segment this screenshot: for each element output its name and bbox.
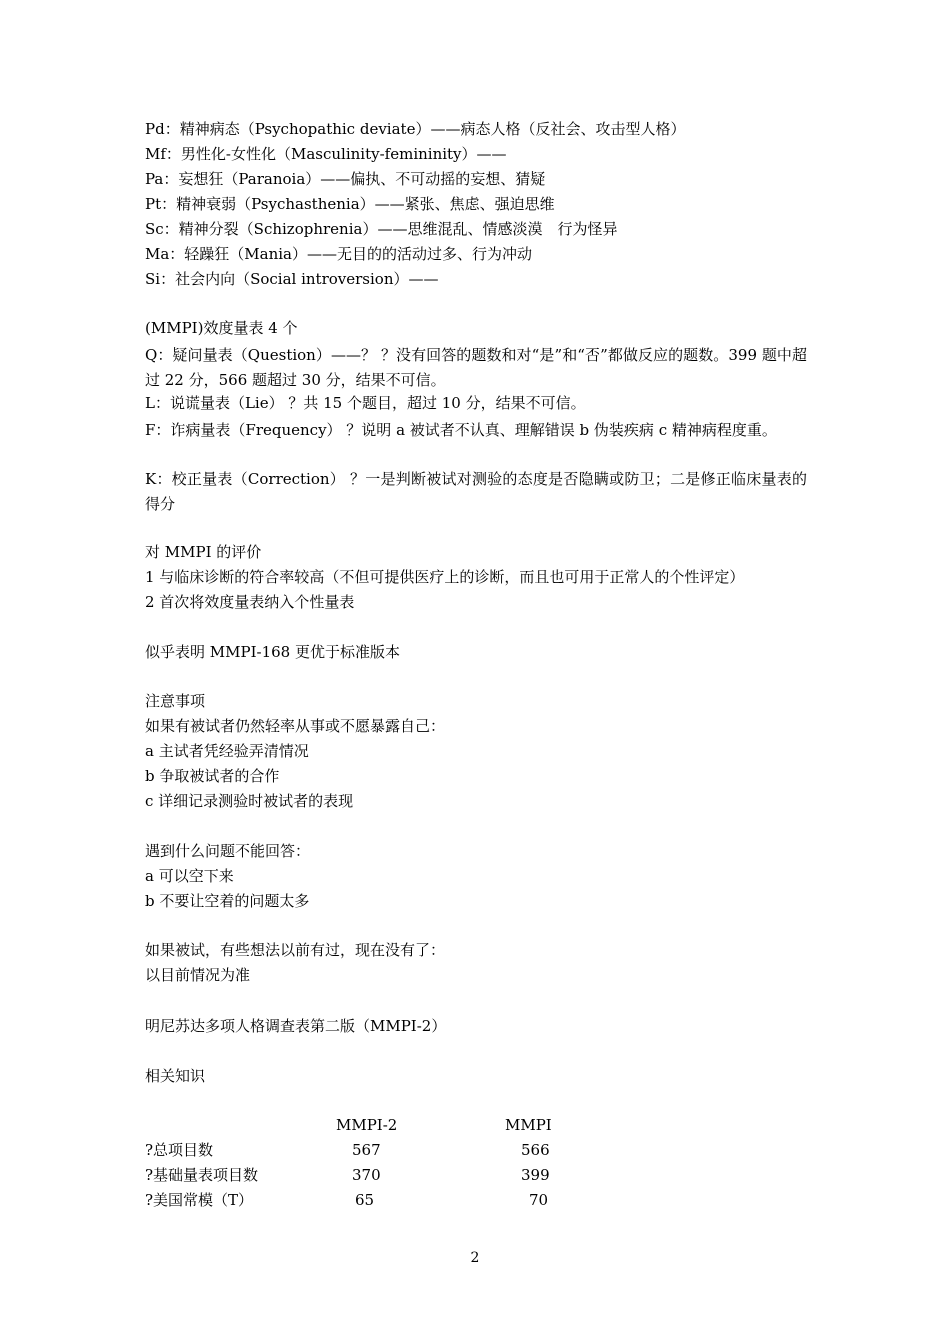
cell-basic-scale-items-mmpi: 399 bbox=[521, 1166, 550, 1184]
row-label-basic-scale-items: ?基础量表项目数 bbox=[145, 1166, 259, 1184]
scale-si: Si：社会内向（Social introversion）—— bbox=[145, 270, 439, 288]
scale-pa: Pa：妄想狂（Paranoia）——偏执、不可动摇的妄想、猜疑 bbox=[145, 170, 546, 188]
changed-thoughts-heading: 如果被试，有些想法以前有过，现在没有了： bbox=[145, 941, 446, 959]
notes-item-b: b 争取被试者的合作 bbox=[145, 767, 280, 785]
scale-pt: Pt：精神衰弱（Psychasthenia）——紧张、焦虑、强迫思维 bbox=[145, 195, 555, 213]
cell-us-norm-mmpi: 70 bbox=[529, 1191, 549, 1209]
scale-mf: Mf：男性化-女性化（Masculinity-femininity）—— bbox=[145, 145, 507, 163]
cell-basic-scale-items-mmpi2: 370 bbox=[352, 1166, 381, 1184]
scale-pd: Pd：精神病态（Psychopathic deviate）——病态人格（反社会、攻击型人格） bbox=[145, 120, 686, 138]
scale-sc: Sc：精神分裂（Schizophrenia）——思维混乱、情感淡漠 行为怪异 bbox=[145, 220, 618, 238]
scale-ma: Ma：轻躁狂（Mania）——无目的的活动过多、行为冲动 bbox=[145, 245, 533, 263]
evaluation-heading: 对 MMPI 的评价 bbox=[145, 543, 262, 561]
cell-total-items-mmpi: 566 bbox=[521, 1141, 550, 1159]
version-note: 似乎表明 MMPI-168 更优于标准版本 bbox=[145, 643, 400, 661]
validity-f: F：诈病量表（Frequency） ？说明 a 被试者不认真、理解错误 b 伪装疾病 c 精神病程度重。 bbox=[145, 421, 777, 439]
cell-total-items-mmpi2: 567 bbox=[352, 1141, 381, 1159]
page-number: 2 bbox=[470, 1250, 480, 1266]
unanswerable-item-a: a 可以空下来 bbox=[145, 867, 234, 885]
validity-k: K：校正量表（Correction） ？一是判断被试对测验的态度是否隐瞒或防卫；二是修正临床量表的得分 bbox=[145, 470, 807, 513]
evaluation-item-1: 1 与临床诊断的符合率较高（不但可提供医疗上的诊断，而且也可用于正常人的个性评定） bbox=[145, 568, 745, 586]
row-label-total-items: ?总项目数 bbox=[145, 1141, 214, 1159]
notes-item-a: a 主试者凭经验弄清情况 bbox=[145, 742, 309, 760]
unanswerable-heading: 遇到什么问题不能回答： bbox=[145, 842, 311, 860]
notes-item-c: c 详细记录测验时被试者的表现 bbox=[145, 792, 354, 810]
changed-thoughts-answer: 以目前情况为准 bbox=[145, 966, 251, 984]
row-label-us-norm: ?美国常模（T） bbox=[145, 1191, 254, 1209]
notes-intro: 如果有被试者仍然轻率从事或不愿暴露自己： bbox=[145, 717, 446, 735]
column-header-mmpi: MMPI bbox=[505, 1116, 552, 1134]
column-header-mmpi2: MMPI-2 bbox=[336, 1116, 398, 1134]
validity-l: L：说谎量表（Lie） ？共 15 个题目，超过 10 分，结果不可信。 bbox=[145, 394, 586, 412]
evaluation-item-2: 2 首次将效度量表纳入个性量表 bbox=[145, 593, 355, 611]
validity-heading: (MMPI)效度量表 4 个 bbox=[145, 319, 298, 337]
unanswerable-item-b: b 不要让空着的问题太多 bbox=[145, 892, 310, 910]
related-heading: 相关知识 bbox=[145, 1067, 206, 1085]
validity-q: Q：疑问量表（Question）——？ ？没有回答的题数和对“是”和“否”都做反应的题数。399 题中超过 22 分，566 题超过 30 分，结果不可信。 bbox=[145, 346, 807, 389]
cell-us-norm-mmpi2: 65 bbox=[355, 1191, 375, 1209]
mmpi2-title: 明尼苏达多项人格调查表第二版（MMPI-2） bbox=[145, 1017, 447, 1035]
notes-heading: 注意事项 bbox=[145, 692, 206, 710]
